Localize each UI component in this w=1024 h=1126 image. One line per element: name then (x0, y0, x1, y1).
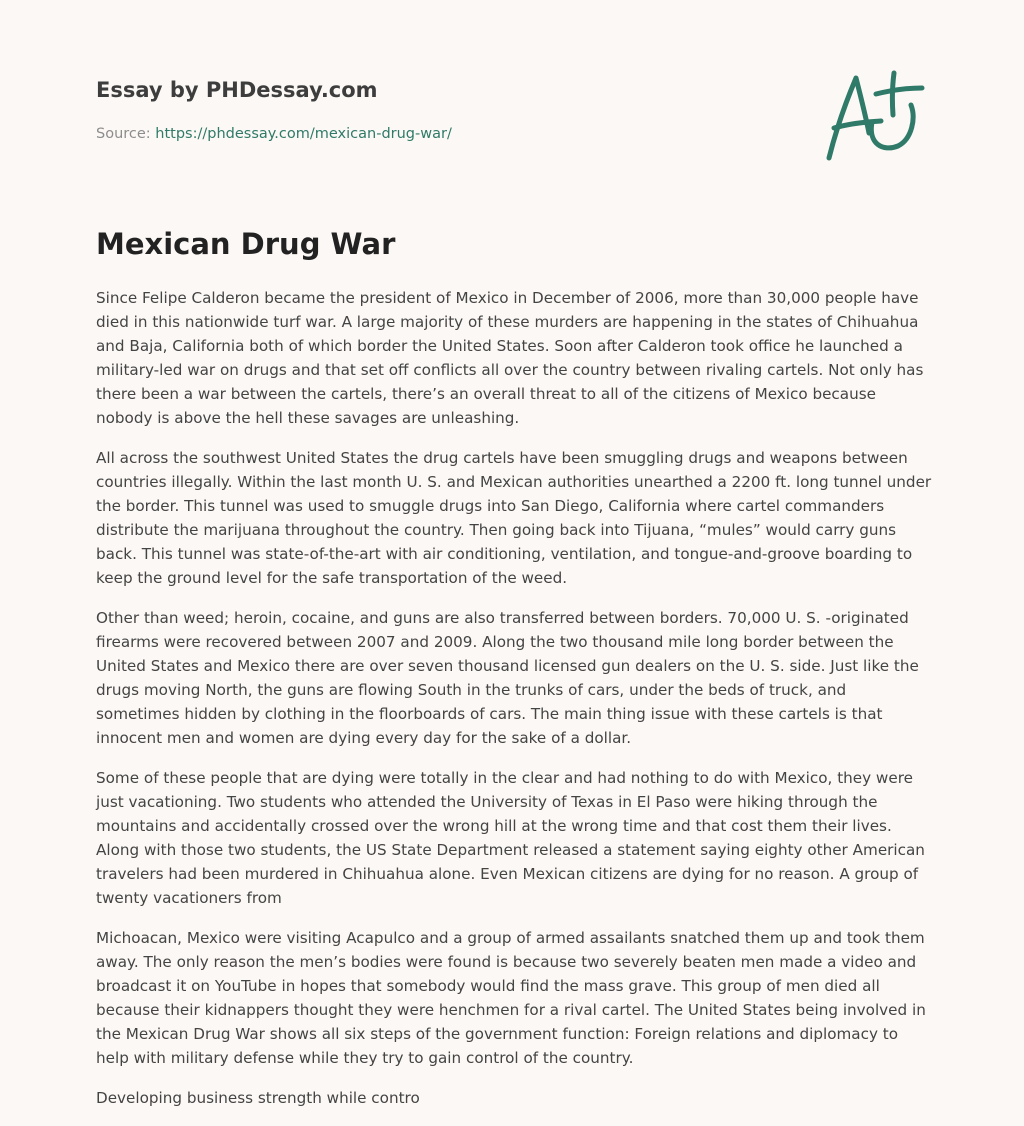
site-title: Essay by PHDessay.com (96, 78, 378, 102)
source-label: Source: (96, 126, 151, 142)
article-title: Mexican Drug War (96, 227, 396, 261)
a-plus-logo-icon (820, 66, 930, 166)
site-header (96, 76, 796, 144)
paragraph: Other than weed; heroin, cocaine, and guns are also transferred between borders. 70,000 U. S. -originated firearms were recovered between 2007 and 2009. Along the two thousand mile long border between the United States and Mexico there are over seven thousand licensed gun dealers on the U. S. side. Just like the drugs moving North, the guns are flowing South in the trunks of cars, under the beds of truck, and sometimes hidden by clothing in the floorboards of cars. The main thing issue with these cartels is that innocent men and women are dying every day for the sake of a dollar. (96, 609, 919, 747)
article-body (96, 286, 932, 1126)
paragraph: Since Felipe Calderon became the president of Mexico in December of 2006, more than 30,000 people have died in this nationwide turf war. A large majority of these murders are happening in the states of Chihuahua and Baja, California both of which border the United States. Soon after Calderon took office he launched a military-led war on drugs and that set off conflicts all over the country between rivaling cartels. Not only has there been a war between the cartels, there’s an overall threat to all of the citizens of Mexico because nobody is above the hell these savages are unleashing. (96, 289, 924, 427)
paragraph: Developing business strength while contro (96, 1089, 420, 1107)
source-link[interactable]: https://phdessay.com/mexican-drug-war/ (155, 126, 452, 142)
paragraph: Michoacan, Mexico were visiting Acapulco and a group of armed assailants snatched them up and took them away. The only reason the men’s bodies were found is because two severely beaten men made a video and broadcast it on YouTube in hopes that somebody would find the mass grave. This group of men died all because their kidnappers thought they were henchmen for a rival cartel. The United States being involved in the Mexican Drug War shows all six steps of the government function: Foreign relations and diplomacy to help with military defense while they try to gain control of the country. (96, 929, 926, 1067)
paragraph: Some of these people that are dying were totally in the clear and had nothing to do with Mexico, they were just vacationing. Two students who attended the University of Texas in El Paso were hiking through the mountains and accidentally crossed over the wrong hill at the wrong time and that cost them their lives. Along with those two students, the US State Department released a statement saying eighty other American travelers had been murdered in Chihuahua alone. Even Mexican citizens are dying for no reason. A group of twenty vacationers from (96, 769, 925, 907)
paragraph: All across the southwest United States the drug cartels have been smuggling drugs and weapons between countries illegally. Within the last month U. S. and Mexican authorities unearthed a 2200 ft. long tunnel under the border. This tunnel was used to smuggle drugs into San Diego, California where cartel commanders distribute the marijuana throughout the country. Then going back into Tijuana, “mules” would carry guns back. This tunnel was state-of-the-art with air conditioning, ventilation, and tongue-and-groove boarding to keep the ground level for the safe transportation of the weed. (96, 449, 932, 587)
source-line (96, 124, 796, 144)
